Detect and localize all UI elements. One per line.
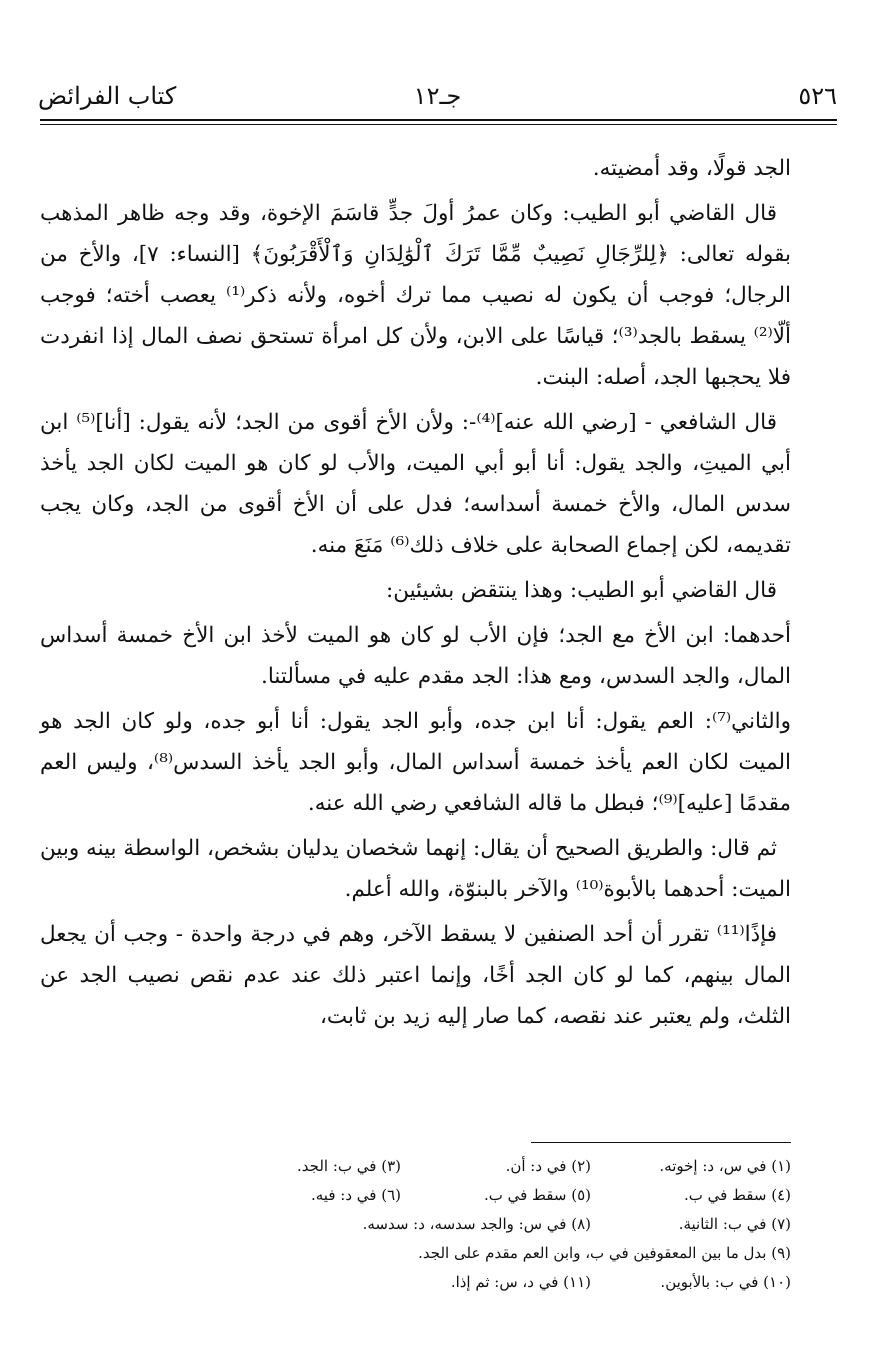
header-rule-thick [40,119,837,121]
footnote: (٦) في د: فيه. [311,1186,401,1204]
footnote-separator [531,1142,791,1143]
footnote: (٩) بدل ما بين المعقوفين في ب، وابن العم مقدم على الجد. [418,1244,791,1262]
main-text [40,148,791,1041]
footnote: (٣) في ب: الجد. [297,1157,401,1175]
footnote-row [231,1152,791,1181]
paragraph-continuation: الجد قولًا، وقد أمضيته. [592,156,791,181]
footnote: (٤) سقط في ب. [683,1186,791,1204]
footnote-row [231,1181,791,1210]
footnote: (٧) في ب: الثانية. [678,1215,791,1233]
paragraph: قال الشافعي - [رضي الله عنه]⁽⁴⁾-: ولأن الأخ أقوى من الجد؛ لأنه يقول: [أنا]⁽⁵⁾ ابن أبي الميتِ، والجد يقول: أنا أبو أبي الميت، والأب لو كان هو الميت لكان الجد يأخذ سدس المال، والأخ خمسة أسداسه؛ فدل على أن الأخ أقوى من الجد، وكان يجب تقديمه، لكن إجماع الصحابة على خلاف ذلك⁽⁶⁾ مَنَعَ منه. [40,410,791,558]
footnote-row [231,1239,791,1268]
footnote: (١) في س، د: إخوته. [659,1157,791,1175]
paragraph: ثم قال: والطريق الصحيح أن يقال: إنهما شخصان يدليان بشخص، الواسطة بينه وبين الميت: أحدهما بالأبوة⁽¹⁰⁾ والآخر بالبنوّة، والله أعلم. [40,836,791,902]
footnote: (١٠) في ب: بالأبوين. [660,1273,791,1291]
paragraph: والثاني⁽⁷⁾: العم يقول: أنا ابن جده، وأبو الجد يقول: أنا أبو جده، ولو كان الجد هو الميت لكان العم يأخذ خمسة أسداس المال، وأبو الجد يأخذ السدس⁽⁸⁾، وليس العم مقدمًا [عليه]⁽⁹⁾؛ فبطل ما قاله الشافعي رضي الله عنه. [40,709,791,816]
footnote: (١١) في د، س: ثم إذا. [450,1273,591,1291]
paragraph: قال القاضي أبو الطيب: وكان عمرُ أولَ جدٍّ قاسَمَ الإخوة، وقد وجه ظاهر المذهب بقوله تعالى: ﴿لِلرِّجَالِ نَصِيبٌ مِّمَّا تَرَكَ ٱلْوَٰلِدَانِ وَٱلْأَقْرَبُونَ﴾ [النساء: ٧]، والأخ من الرجال؛ فوجب أن يكون له نصيب مما ترك أخوه، ولأنه ذكر⁽¹⁾ يعصب أخته؛ فوجب ألّا⁽²⁾ يسقط بالجد⁽³⁾؛ قياسًا على الابن، ولأن كل امرأة تستحق نصف المال إذا انفردت فلا يحجبها الجد، أصله: البنت. [40,201,792,390]
footnotes [231,1152,791,1297]
footnote-row [231,1210,791,1239]
footnote-row [231,1268,791,1297]
paragraph: فإذًا⁽¹¹⁾ تقرر أن أحد الصنفين لا يسقط الآخر، وهم في درجة واحدة - وجب أن يجعل المال بينهم، كما لو كان الجد أخًا، وإنما اعتبر ذلك عند عدم نقص نصيب الجد عن الثلث، ولم يعتبر عند نقصه، كما صار إليه زيد بن ثابت، [40,922,791,1029]
page-header [38,78,837,114]
paragraph: قال القاضي أبو الطيب: وهذا ينتقض بشيئين: [385,578,777,603]
footnote: (٥) سقط في ب. [483,1186,591,1204]
paragraph: أحدهما: ابن الأخ مع الجد؛ فإن الأب لو كان هو الميت لأخذ ابن الأخ خمسة أسداس المال، والجد السدس، ومع هذا: الجد مقدم عليه في مسألتنا. [40,623,791,689]
volume-label: جـ١٢ [413,82,462,110]
header-rule-thin [40,124,837,125]
footnote: (٨) في س: والجد سدسه، د: سدسه. [362,1215,591,1233]
book-title: كتاب الفرائض [38,82,177,110]
footnote: (٢) في د: أن. [505,1157,591,1175]
page-number: ٥٢٦ [798,82,837,110]
